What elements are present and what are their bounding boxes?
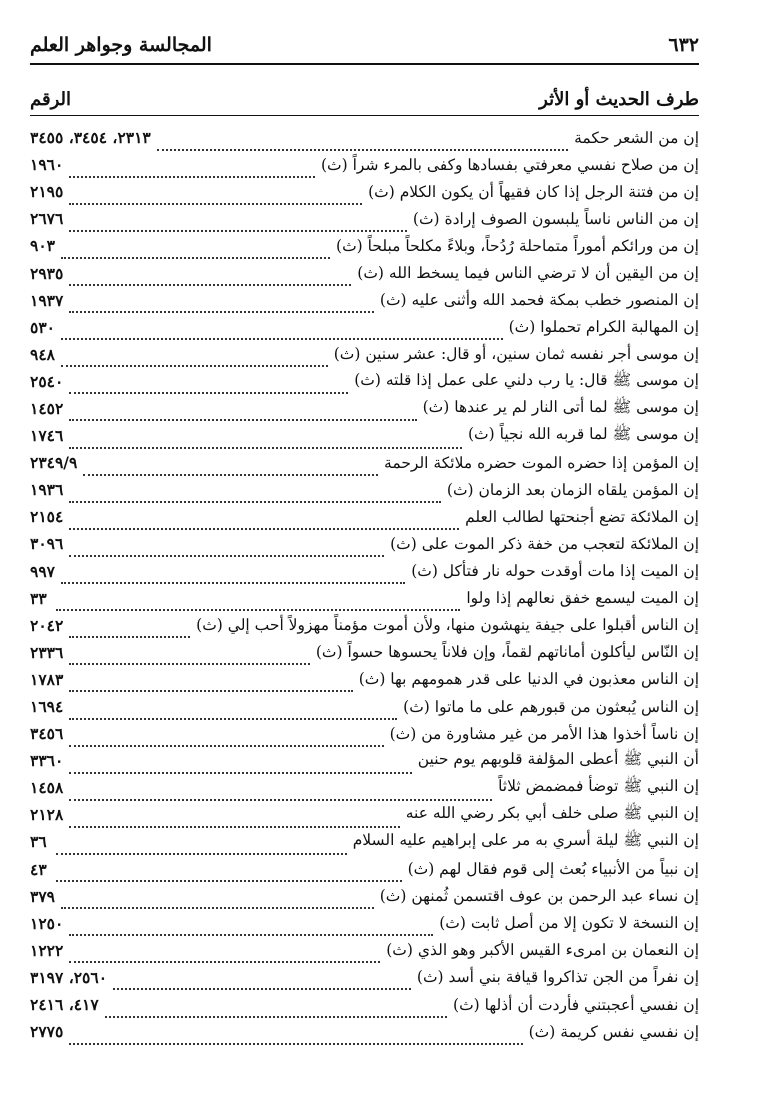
index-entry [30,856,699,883]
index-entry [30,693,699,720]
column-header [30,86,699,112]
entry-number: ٢١٩٥ [30,182,64,202]
book-title: المجالسة وجواهر العلم [30,34,212,56]
dot-leader [69,945,380,963]
index-entry [30,774,699,801]
dot-leader [69,783,492,801]
index-entry [30,368,699,395]
entry-number: ١٧٨٣ [30,669,64,689]
entry-number: ٢٩٣٥ [30,263,64,283]
entry-text: إن النسخة لا تكون إلا من أصل ثابت (ث) [439,914,699,933]
entry-number: ٢٣٣٦ [30,642,64,662]
entry-number: ١٩٣٦ [30,480,64,500]
entry-text: إن النبي ﷺ صلى خلف أبي بكر رضي الله عنه [405,804,699,823]
index-entry [30,422,699,449]
entry-number: ٣٣ [30,588,47,608]
entry-number: ٢٦٧٦ [30,209,64,229]
entry-number: ٢٥٦٠، ٣١٩٧ [30,967,108,987]
entry-text: إن موسى ﷺ لما أتى النار لم ير عندها (ث) [422,397,699,416]
dot-leader [61,566,405,584]
dot-leader [69,160,315,178]
entry-number: ٩٩٧ [30,561,55,581]
dot-leader [69,702,397,720]
index-entry [30,1018,699,1045]
dot-leader [69,214,407,232]
entry-number: ٣٧٩ [30,886,55,906]
index-entry [30,314,699,341]
dot-leader [69,485,441,503]
entry-number: ١٦٩٤ [30,697,64,717]
index-entry [30,666,699,693]
index-entry [30,341,699,368]
index-entry [30,151,699,178]
dot-leader [56,837,347,855]
entry-text: إن الملائكة لتعجب من خفة ذكر الموت على (ث) [390,534,699,553]
entry-text: إن موسى أجر نفسه ثمان سنين، أو قال: عشر سنين (ث) [333,345,699,364]
entry-number: ١٩٦٠ [30,155,64,175]
entry-text: إن موسى ﷺ لما قربه الله نجياً (ث) [468,425,699,444]
entry-number: ٢٧٧٥ [30,1022,64,1042]
dot-leader [69,810,399,828]
index-entry [30,585,699,612]
index-entry [30,287,699,314]
index-entry [30,991,699,1018]
entry-number: ٢٥٤٠ [30,371,64,391]
entry-number: ٤١٧، ٢٤١٦ [30,995,99,1015]
dot-leader [69,674,352,692]
entry-number: ٣٠٩٦ [30,534,64,554]
entry-text: إن النبي ﷺ ليلة أسري به مر على إبراهيم عليه السلام [352,831,699,850]
entry-text: إن المؤمن يلقاه الزمان بعد الزمان (ث) [446,480,699,499]
dot-leader [69,512,459,530]
entry-text: إن النعمان بن امرىء القيس الأكبر وهو الذي (ث) [386,941,699,960]
entry-text: إن موسى ﷺ قال: يا رب دلني على عمل إذا قلته (ث) [354,370,699,389]
entry-number: ٢٣٤٩/٩ [30,453,78,473]
index-entry [30,828,699,855]
dot-leader [69,620,190,638]
dot-leader [69,376,348,394]
dot-leader [69,539,384,557]
entry-text: إن نبياً من الأنبياء بُعث إلى قوم فقال لهم (ث) [407,860,699,879]
entry-text: إن المؤمن إذا حضره الموت حضره ملائكة الرحمة [384,453,699,472]
entry-text: إن الناس أقبلوا على جيفة ينهشون منها، ولأن أموت مؤمناً مهزولاً أحب إلي (ث) [196,616,699,635]
index-entry [30,395,699,422]
column-rule [30,115,699,116]
dot-leader [157,133,568,151]
index-entry [30,530,699,557]
entry-text: إن من فتنة الرجل إذا كان فقيهاً أن يكون الكلام (ث) [368,182,699,201]
dot-leader [69,431,462,449]
index-entry [30,883,699,910]
entry-number: ٣٤٥٦ [30,724,64,744]
dot-leader [83,458,378,476]
entry-text: إن الملائكة تضع أجنحتها لطالب العلم [465,507,699,526]
entry-number: ٩٠٣ [30,236,55,256]
index-entry [30,232,699,259]
entry-text: إن المهالبة الكرام تحملوا (ث) [508,318,699,337]
entry-number: ١٩٣٧ [30,290,64,310]
index-list [30,124,699,1045]
entry-text: إن من الشعر حكمة [574,128,699,147]
index-entry [30,937,699,964]
index-entry [30,964,699,991]
index-entry [30,612,699,639]
index-entry [30,747,699,774]
header-rule [30,63,699,65]
entry-number: ٤٣ [30,859,47,879]
index-entry [30,720,699,747]
dot-leader [69,295,374,313]
entry-number: ١٤٥٨ [30,778,64,798]
entry-number: ٣٣٦٠ [30,751,64,771]
entry-text: إن ناساً أخذوا هذا الأمر من غير مشاورة من (ث) [389,724,699,743]
index-entry [30,639,699,666]
entry-text: إن النبي ﷺ توضأ فمضمض ثلاثاً [498,777,699,796]
entry-number: ٢٣١٣، ٣٤٥٤، ٣٤٥٥ [30,128,151,148]
dot-leader [69,268,351,286]
index-entry [30,910,699,937]
entry-text: إن نفسي نفس كريمة (ث) [528,1022,699,1041]
text-column-label: طرف الحديث أو الأثر [539,88,699,110]
entry-text: إن الناس يُبعثون من قبورهم على ما ماتوا (ث) [403,697,699,716]
entry-number: ٢٠٤٢ [30,615,64,635]
entry-number: ١٢٢٢ [30,940,64,960]
dot-leader [69,1027,522,1045]
index-entry [30,801,699,828]
dot-leader [56,593,460,611]
index-entry [30,124,699,151]
dot-leader [69,756,411,774]
entry-number: ١٧٤٦ [30,426,64,446]
entry-text: إن من اليقين أن لا ترضي الناس فيما يسخط الله (ث) [357,264,699,283]
dot-leader [61,349,328,367]
dot-leader [113,972,411,990]
entry-number: ٢١٥٤ [30,507,64,527]
entry-text: إن المنصور خطب بمكة فحمد الله وأثنى عليه (ث) [379,291,699,310]
dot-leader [105,1000,447,1018]
dot-leader [69,729,383,747]
index-entry [30,449,699,476]
dot-leader [56,864,402,882]
dot-leader [69,647,310,665]
entry-number: ٣٦ [30,832,47,852]
index-entry [30,476,699,503]
entry-text: إن نفراً من الجن تذاكروا قيافة بني أسد (ث) [416,968,699,987]
entry-text: إن النّاس ليأكلون أماناتهم لقماً، وإن فلاناً يحسوها حسواً (ث) [315,643,699,662]
dot-leader [69,918,433,936]
entry-text: إن نفسي أعجبتني فأردت أن أذلها (ث) [453,995,699,1014]
index-entry [30,178,699,205]
dot-leader [61,322,503,340]
dot-leader [69,403,416,421]
entry-number: ١٤٥٢ [30,398,64,418]
dot-leader [61,891,374,909]
entry-text: إن الميت ليسمع خفق نعالهم إذا ولوا [466,589,699,608]
index-entry [30,205,699,232]
entry-text: إن الميت إذا مات أوقدت حوله نار فتأكل (ث) [411,562,699,581]
entry-text: إن من صلاح نفسي معرفتي بفسادها وكفى بالمرء شراً (ث) [320,155,699,174]
index-entry [30,558,699,585]
number-column-label: الرقم [30,88,72,110]
entry-number: ٥٣٠ [30,317,55,337]
index-entry [30,259,699,286]
entry-number: ٢١٢٨ [30,805,64,825]
dot-leader [69,187,362,205]
entry-text: إن الناس معذبون في الدنيا على قدر همومهم بها (ث) [358,670,699,689]
dot-leader [61,241,330,259]
entry-text: إن نساء عبد الرحمن بن عوف اقتسمن ثُمنهن (ث) [379,887,699,906]
page-number: ٦٣٢ [668,34,699,56]
entry-text: إن من الناس ناساً يلبسون الصوف إرادة (ث) [412,209,699,228]
index-entry [30,503,699,530]
entry-number: ٩٤٨ [30,344,55,364]
entry-text: أن النبي ﷺ أعطى المؤلفة قلوبهم يوم حنين [417,750,699,769]
running-head [30,30,699,60]
entry-text: إن من ورائكم أموراً متماحلة رُدُحاً، وبلاءً مكلحاً مبلحاً (ث) [336,236,699,255]
entry-number: ١٢٥٠ [30,913,64,933]
